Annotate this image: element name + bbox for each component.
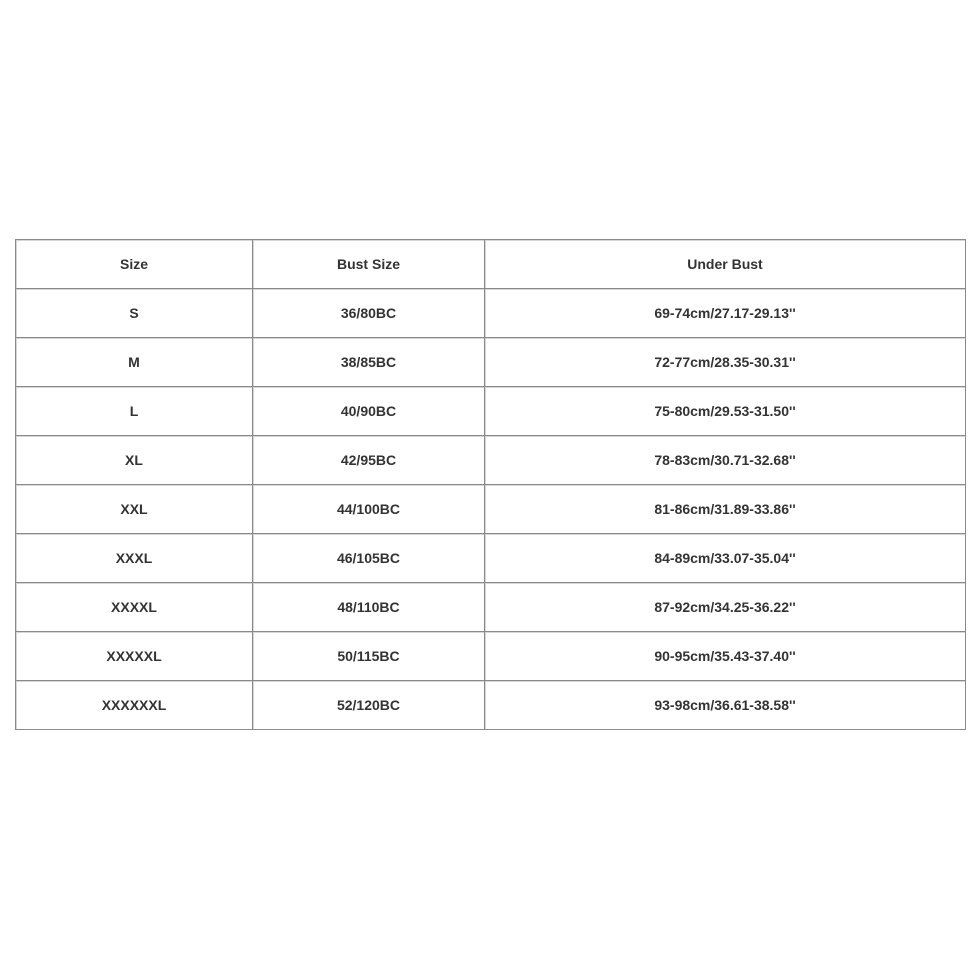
table-row [16,681,966,730]
cell-under-bust: 69-74cm/27.17-29.13'' [485,289,966,338]
header-bust-size: Bust Size [253,240,485,289]
table-row [16,485,966,534]
cell-size: L [16,387,253,436]
size-chart-table [15,239,966,730]
cell-size: XL [16,436,253,485]
cell-bust-size: 44/100BC [253,485,485,534]
cell-size: XXXXXL [16,632,253,681]
header-row [16,240,966,289]
table-row [16,583,966,632]
cell-bust-size: 48/110BC [253,583,485,632]
cell-size: XXL [16,485,253,534]
cell-under-bust: 72-77cm/28.35-30.31'' [485,338,966,387]
header-under-bust: Under Bust [485,240,966,289]
table-body [16,289,966,730]
cell-bust-size: 42/95BC [253,436,485,485]
cell-under-bust: 75-80cm/29.53-31.50'' [485,387,966,436]
cell-under-bust: 93-98cm/36.61-38.58'' [485,681,966,730]
table-header [16,240,966,289]
header-size: Size [16,240,253,289]
cell-bust-size: 38/85BC [253,338,485,387]
cell-under-bust: 78-83cm/30.71-32.68'' [485,436,966,485]
cell-bust-size: 52/120BC [253,681,485,730]
cell-under-bust: 84-89cm/33.07-35.04'' [485,534,966,583]
cell-under-bust: 87-92cm/34.25-36.22'' [485,583,966,632]
cell-bust-size: 36/80BC [253,289,485,338]
cell-bust-size: 50/115BC [253,632,485,681]
cell-under-bust: 90-95cm/35.43-37.40'' [485,632,966,681]
cell-size: XXXXXXL [16,681,253,730]
table-row [16,436,966,485]
table-row [16,632,966,681]
cell-bust-size: 46/105BC [253,534,485,583]
table-row [16,338,966,387]
cell-size: S [16,289,253,338]
cell-size: XXXL [16,534,253,583]
table-row [16,387,966,436]
cell-under-bust: 81-86cm/31.89-33.86'' [485,485,966,534]
cell-size: XXXXL [16,583,253,632]
table-row [16,534,966,583]
table-row [16,289,966,338]
cell-size: M [16,338,253,387]
cell-bust-size: 40/90BC [253,387,485,436]
